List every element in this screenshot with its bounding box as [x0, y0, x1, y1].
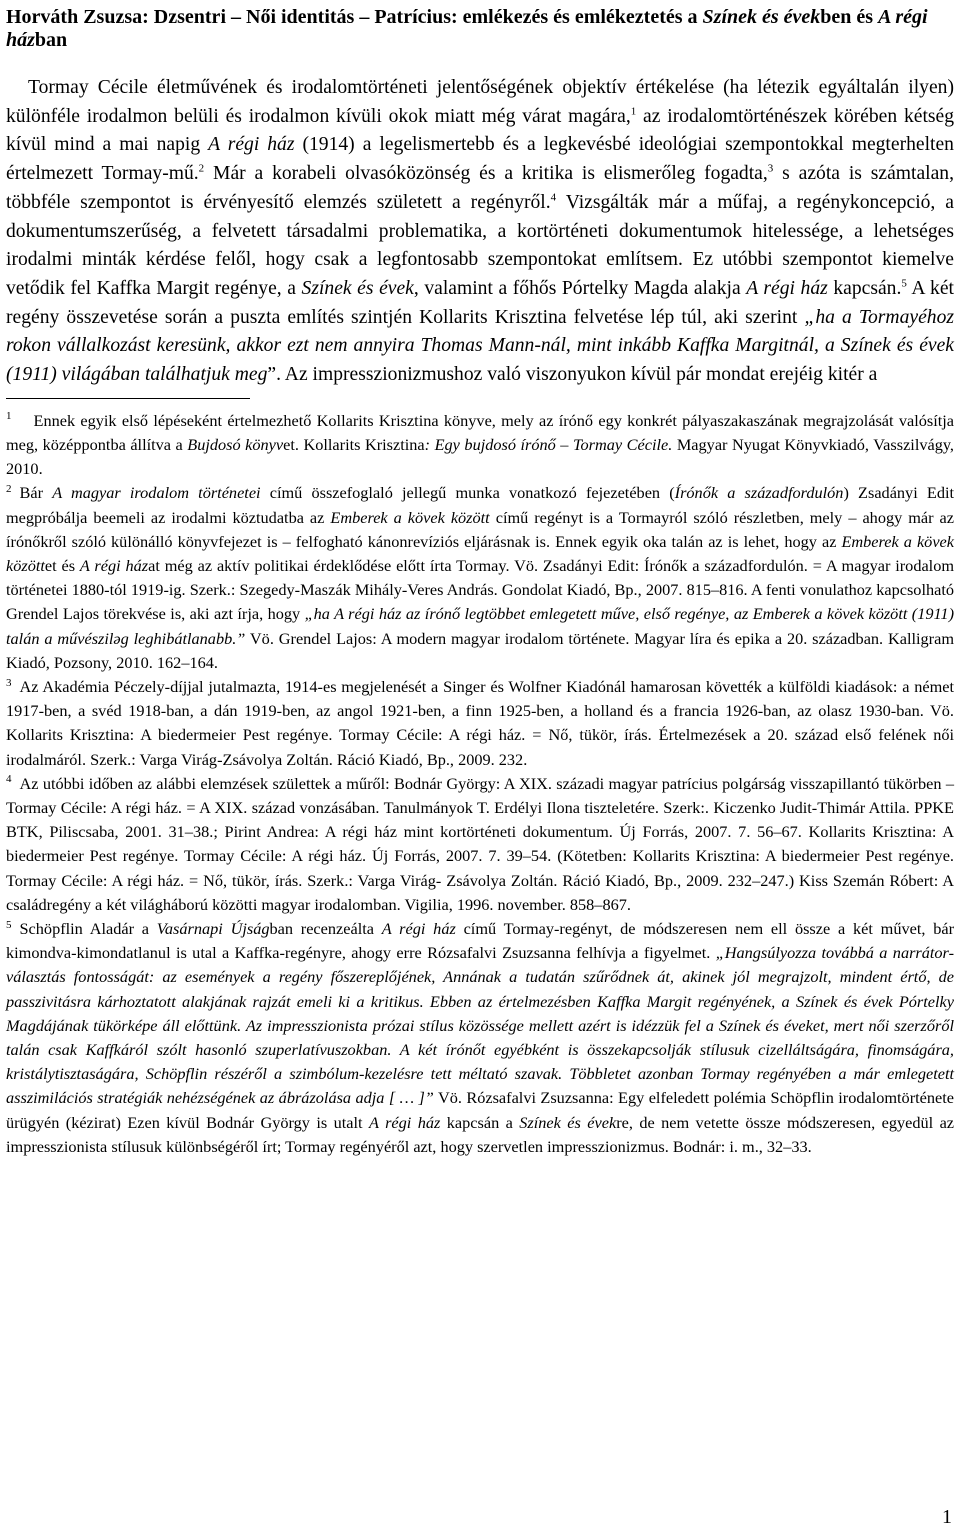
text-run: (1914) a legelismertebb és a legkevésbé ideológiai szempontokkal megterhelten értelmezett Tormay-mű.: [6, 134, 954, 185]
footnote-5: [6, 917, 954, 1159]
text-run: Schöpflin Aladár a: [19, 919, 157, 938]
page: [6, 6, 954, 1159]
text-run: ”. Az impresszionizmushoz való viszonyukon kívül pár mondat erejéig kitér a: [267, 364, 878, 386]
footnote-3: [6, 675, 954, 772]
footnote-1: [6, 409, 954, 482]
text-run: című Tormay-regényt, de módszeresen nem ell össze a két művet, bár kimondva-kimondatlanul is utal a Kaffka-regényre, ahogy erre Rózsafalvi Zsuzsanna felhívja a figyelmet.: [6, 919, 954, 963]
text-run: Már a korabeli olvasóközönség és a kritika is elismerőleg fogadta,: [204, 163, 768, 185]
page-number: 1: [942, 1506, 952, 1528]
text-run: Emberek a kövek között: [6, 531, 954, 575]
text-run: Bujdosó könyv: [187, 434, 284, 454]
text-run: Vö. Grendel Lajos: A modern magyar irodalom története. Magyar líra és epika a 20. században. Kalligram Kiadó, Pozsony, 2010. 162–164.: [6, 628, 954, 672]
text-run: A két regény összevetése során a puszta említés szintjén Kollarits Krisztina felvetése lép túl, aki szerint: [6, 277, 954, 328]
article-title: [6, 6, 954, 52]
text-run: című regényt is a Tormayról szóló részletben, mely – ahogy már az írónőkről szóló különálló könyvfejezet is – felfogható kánonrevíziós eljárásnak is. Ennek egyik oka talán az is lehet, hogy az: [6, 507, 955, 551]
footnote-ref-3[interactable]: 3: [767, 162, 774, 175]
main-paragraph: [6, 74, 954, 390]
text-run: Színek és évek: [519, 1112, 617, 1132]
text-run: „Hangsúlyozza továbbá a narrátor-választás fontosságát: az események a regény főszereplőjének, Annának a tudatán szűrődnek át, akinek jól megrajzolt, mindent értő, de passzivitásra kárhoztatott alakjának rajzát emeli ki a kritikus. Ebben az értelmezésben Kaffka Margit regényének, a Színek és évek Pórtelky Magdájának tükörképe áll előttünk. Az impresszionista prózai stílus közössége mellett azért is idézzük fel a Színek és éveket, mert női szerzőről talán csak Kaffkáról szólt hasonló szuperlatívuszokban. A két írónőt egyébként is összekapcsolják stílusuk cizelláltságára, finomságára, kristálytisztaságára, Schöpflin részéről a szimbólum-kezelésre tett méltató szavak. Többletet azonban Tormay regényében a már emlegetett asszimilációs stratégiák nehézségének az ábrázolása adja [ … ]”: [6, 943, 954, 1108]
text-run: et. Kollarits Krisztina: [283, 434, 425, 454]
text-run: az irodalomtörténészek körében kétség kívül mind a mai napig: [6, 105, 955, 156]
text-run: A régi ház: [208, 134, 295, 156]
footnote-2: [6, 481, 954, 675]
text-run: Dzsentri – Női identitás – Patrícius: emlékezés és emlékeztetés a: [148, 6, 703, 28]
text-run: Írónők a századfordulón: [674, 483, 844, 503]
text-run: kapcsán.: [827, 277, 902, 299]
text-run: re, de nem vetette össze módszeresen, egyedül az impresszionista stílusuk különbségéről írt; Tormay regényéről azt, hogy szervetlen impresszionizmus. Bodnár: i. m., 32–33.: [6, 1112, 955, 1156]
text-run: ben és: [820, 6, 879, 28]
text-run: „ha a Tormayéhoz rokon vállalkozást keresünk, akkor ezt nem annyira Thomas Mann-nál, mint inkább Kaffka Margitnál, a Színek és évek (1911) világában találhatjuk meg: [6, 306, 954, 386]
text-run: Magyar Nyugat Könyvkiadó, Vasszilvágy, 2010.: [6, 434, 954, 479]
text-run: Tormay Cécile életművének és irodalomtörténeti jelentőségének objektív értékelése (ha létezik egyáltalán ilyen) különféle irodalmon belüli és irodalmon kívüli okok miatt még várat magára,: [6, 77, 954, 127]
text-run: Emberek a kövek között: [330, 507, 490, 527]
text-run: című összefoglaló jellegű munka vonatkozó fejezetében (: [260, 483, 675, 503]
text-run: 1: [6, 410, 12, 423]
text-run: ban recenzeálta: [269, 919, 382, 938]
text-run: A régi ház: [79, 555, 149, 575]
text-run: A régi ház: [381, 919, 456, 938]
text-run: : Egy bujdosó írónő – Tormay Cécile.: [424, 434, 673, 454]
text-run: 2: [6, 482, 12, 495]
text-run: ) Zsadányi Edit megpróbálja beemeli az irodalmi köztudatba az: [6, 483, 955, 527]
text-run: Színek és évek: [702, 6, 821, 28]
text-run: Az Akadémia Péczely-díjjal jutalmazta, 1914-es megjelenését a Singer és Wolfner Kiadónál hamarosan követték a külföldi kiadások: a német 1917-ben, a svéd 1918-ban, a dán 1919-ben, az angol 1921-ben, a finn 1925-ben, a holland és a francia 1926-ban, az olasz 1930-ban. Vö. Kollarits Krisztina: A biedermeier Pest regénye. Tormay Cécile: A régi ház. = Nő, tükör, írás. Értelmezések a 20. század első felének női irodalmáról. Szerk.: Varga Virág-Zsávolya Zoltán. Ráció Kiadó, Bp., 2009. 232.: [6, 676, 954, 769]
text-run: Színek és évek: [301, 277, 414, 299]
text-run: A régi ház: [6, 6, 928, 51]
text-run: 5: [6, 918, 12, 931]
text-run: Vö. Rózsafalvi Zsuzsanna: Egy elfeledett polémia Schöpflin irodalomtörténete ürügyén (kézirat) Ezen kívül Bodnár György is utalt: [6, 1088, 954, 1132]
text-run: Vasárnapi Újság: [156, 919, 270, 938]
footnote-4: [6, 772, 954, 917]
text-run: A régi ház: [369, 1112, 441, 1132]
text-run: 3: [6, 676, 12, 689]
text-run: Horváth Zsuzsa:: [6, 6, 149, 28]
text-run: A magyar irodalom történetei: [52, 483, 261, 503]
footnote-ref-1[interactable]: 1: [630, 105, 637, 118]
footnote-ref-4[interactable]: 4: [550, 191, 557, 204]
footnote-separator: [6, 398, 250, 399]
text-run: kapcsán a: [440, 1112, 520, 1132]
text-run: Vizsgálták már a műfaj, a regénykoncepció, a dokumentumszerűség, a felvetett társadalmi problematika, a kortörténeti dokumentumok hitelessége, a lehetséges irodalmi minták kérdése felől, hogy csak a legfontosabb szempontokat említsem. Ez utóbbi szempontot kiemelve vetődik fel Kaffka Margit regénye, a: [6, 191, 954, 299]
text-run: Bár: [19, 483, 53, 503]
text-run: s azóta is számtalan, többféle szempontot is érvényesítő elemzés született a regényről.: [6, 163, 954, 213]
text-run: A régi ház: [746, 277, 828, 299]
text-run: „ha A régi ház az írónő legtöbbet emlegetett műve, első regénye, az Emberek a kövek között (1911) talán a művésziləg leghibátlanabb.”: [6, 604, 954, 648]
text-run: at még az aktív politikai érdeklődése előtt írta Tormay. Vö. Zsadányi Edit: Írónők a századfordulón. = A magyar irodalom történetei 1880-tól 1919-ig. Szerk.: Szegedy-Maszák Mihály-Veres András. Gondolat Kiadó, Bp., 2007. 815–816. A fenti vonulathoz kapcsolható Grendel Lajos törekvése is, aki azt írja, hogy: [6, 555, 955, 624]
text-run: Ennek egyik első lépéseként értelmezhető Kollarits Krisztina könyve, mely az írónő egy konkrét pályaszakaszának megrajzolását valósítja meg, középpontba állítva a: [6, 410, 954, 454]
text-run: , valamint a főhős Pórtelky Magda alakja: [413, 277, 747, 299]
text-run: et és: [44, 555, 80, 575]
footnote-ref-2[interactable]: 2: [198, 162, 205, 175]
footnote-ref-5[interactable]: 5: [901, 277, 907, 290]
text-run: ban: [34, 29, 68, 51]
text-run: 4: [6, 773, 12, 786]
text-run: Az utóbbi időben az alábbi elemzések születtek a műről: Bodnár György: A XIX. századi magyar patrícius polgárság visszapillantó tükörben – Tormay Cécile: A régi ház. = A XIX. század vonzásában. Tanulmányok T. Erdélyi Ilona tiszteletére. Szerk:. Kiczenko Judit-Thimár Attila. PPKE BTK, Piliscsaba, 2001. 31–38.; Pirint Andrea: A régi ház mint kortörténeti dokumentum. Új Forrás, 2007. 7. 56–67. Kollarits Krisztina: A biedermeier Pest regénye. Tormay Cécile: A régi ház. Új Forrás, 2007. 7. 39–54. (Kötetben: Kollarits Krisztina: A biedermeier Pest regénye. Tormay Cécile: A régi ház. = Nő, tükör, írás. Szerk.: Varga Virág- Zsávolya Zoltán. Ráció Kiadó, Bp., 2009. 232–247.) Kiss Szemán Róbert: A családregény a két világháború közötti magyar irodalomban. Vigilia, 1996. november. 858–867.: [6, 773, 954, 914]
